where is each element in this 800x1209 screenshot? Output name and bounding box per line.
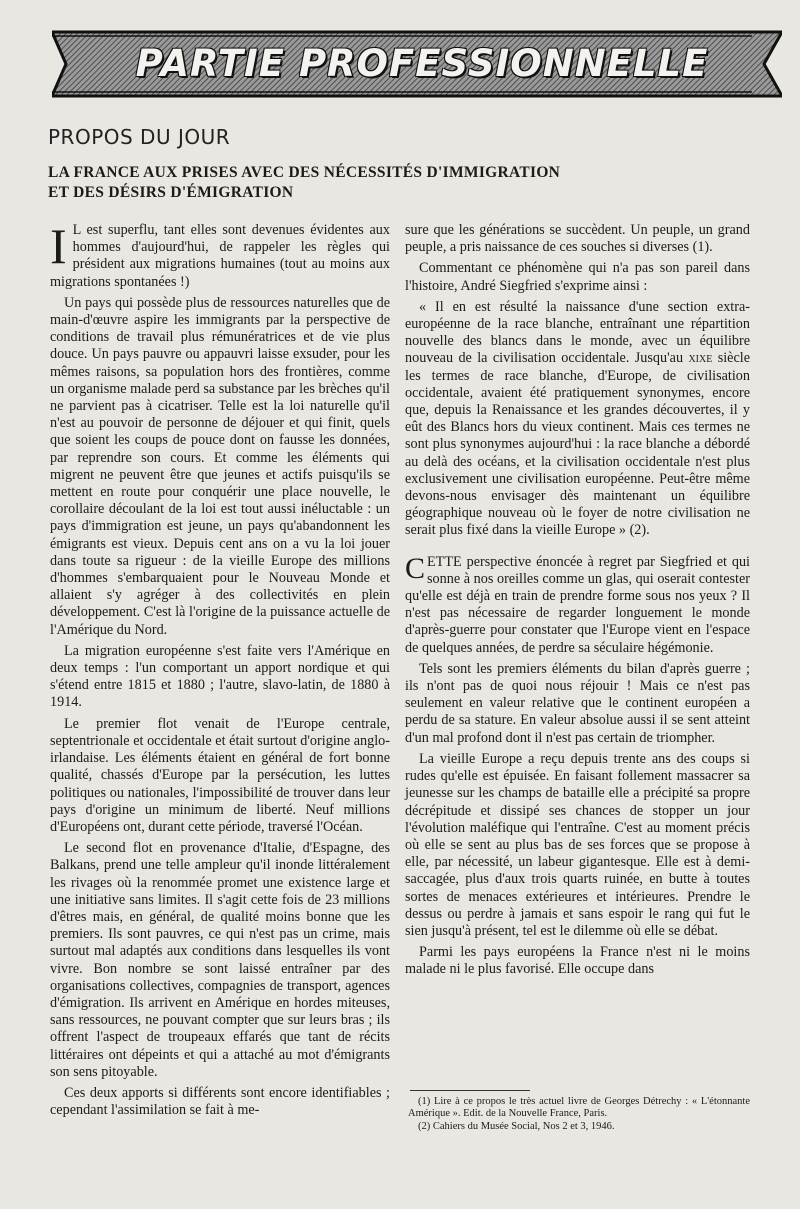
paragraph: Parmi les pays européens la France n'est ni le moins malade ni le plus favorisé. Elle occupe dans <box>405 944 750 978</box>
section-label: PROPOS DU JOUR <box>48 125 231 149</box>
footnotes <box>408 1096 750 1134</box>
paragraph: Un pays qui possède plus de ressources naturelles que de main-d'œuvre aspire les immigrants par la perspective de conditions de travail plus rémunératrices et de vie plus douce. Un pays pauvre ou appauvri laisse exsuder, pour les mêmes raisons, sa population hors des frontières, comme un organisme malade perd sa substance par les brèches qu'il ne parvient pas à cicatriser. Telle est la loi naturelle qu'il n'est au pouvoir de personne de déjouer et qui finit, quels que soient les coups de pouce dont on fausse les données, par reprendre son cours. Et comme les éléments qui migrent ne peuvent être que jeunes et actifs puisqu'ils se mettent en route pour conquérir une place nouvelle, le corollaire découlant de la loi est tout aussi inéluctable : un pays d'immigration est jeune, un pays qu'abandonnent les émigrants est vieux. Depuis cent ans on a vu la loi jouer dans toute sa rigueur : de la vieille Europe des millions d'hommes s'embarquaient pour le Nouveau Monde et allaient s'y agréger à des collectivités en plein développement. C'est là l'origine de la puissance actuelle de l'Amérique du Nord. <box>50 294 390 638</box>
paragraph: Ces deux apports si différents sont encore identifiables ; cependant l'assimilation se fait à me- <box>50 1084 390 1119</box>
paragraph: sure que les générations se succèdent. Un peuple, un grand peuple, a pris naissance de ces souches si diverses (1). <box>405 222 750 256</box>
headline-line-2: ET DES DÉSIRS D'ÉMIGRATION <box>48 184 294 201</box>
section-banner <box>52 30 782 98</box>
paragraph: Le second flot en provenance d'Italie, d'Espagne, des Balkans, prend une telle ampleur qu'il inonde littéralement les rivages où la renommée promet une existence large et une initiative sans limites. Il s'agit cette fois de 23 millions d'êtres mais, en général, de qualité moins bonne que les premiers. Ils sont pauvres, ce qui n'est pas un crime, mais surtout mal adaptés aux conditions dans lesquelles ils vont vivre. Bon nombre se sont laissé entraîner par des organisations collectives, compagnies de transport, agences d'émigration. Ils arrivent en Amérique en hordes miteuses, sans ressources, ne pouvant compter que sur leurs bras ; ils offrent l'aspect de troupeaux effarés que tant de récits littéraires ont dépeints et qui a attaché au mot d'émigrants son sens pitoyable. <box>50 840 390 1080</box>
paragraph <box>50 218 390 291</box>
paragraph: La vieille Europe a reçu depuis trente ans des coups si rudes qu'elle est épuisée. En faisant follement massacrer sa jeunesse sur les champs de bataille elle a précipité sa propre décrépitude et dissipé ses chances de stopper un jour l'évolution maléfique qui l'entraîne. C'est au moment précis où elle se sent au plus bas de ses forces que se propose à elle, par nécessité, un labeur gigantesque. Elle est à demi-saccagée, plus d'aux trois quarts ruinée, en butte à toutes sortes de menaces extérieures et intérieures. Prendre le dessus ou perdre à jamais et sans espoir le rang qui fut le sien jusqu'à présent, tel est le dilemme où elle se débat. <box>405 750 750 939</box>
quote-text: siècle les termes de race blanche, d'Europe, de civilisation occidentale, avaient été pratiquement synonymes, encore que, depuis la Renaissance et les grandes découvertes, il y eût des Blancs hors du vieux continent. Mais ces termes ne sont plus synonymes aujourd'hui : la race blanche a débordé au delà des océans, et la civilisation occidentale n'est plus exclusivement une civilisation européenne. Peut-être même devons-nous envisager dès maintenant un équilibre géographique nouveau où le foyer de notre civilisation ne serait plus fixé dans la vieille Europe » (2). <box>405 350 751 539</box>
paragraph-text: perspective énoncée à regret par Siegfried et qui sonne à nos oreilles comme un glas, qui oserait contester qu'elle est déjà en train de prendre forme sous nos yeux ? Il n'est pas nécessaire de regarder longuement le monde d'après-guerre pour constater que l'Europe vient en l'espace de quelques années, de perdre sa séculaire hégémonie. <box>405 553 750 656</box>
article-headline <box>48 163 608 203</box>
paragraph: La migration européenne s'est faite vers l'Amérique en deux temps : l'un comportant un apport nordique et qui s'étend entre 1815 et 1880 ; l'autre, slavo-latin, de 1880 à 1914. <box>50 642 390 711</box>
paragraph: Tels sont les premiers éléments du bilan d'après guerre ; ils n'ont pas de quoi nous réjouir ! Mais ce n'est pas seulement en valeur relative que le continent européen a perdu de sa stature. En valeur absolue aussi il se sent atteint d'un mal profond dont il n'est pas certain de triompher. <box>405 660 750 746</box>
drop-cap: I <box>50 218 67 274</box>
section-gap <box>405 544 750 554</box>
footnote-2: (2) Cahiers du Musée Social, Nos 2 et 3, 1946. <box>418 1121 615 1132</box>
drop-cap: C <box>405 551 426 585</box>
right-column <box>405 222 750 983</box>
paragraph-text: L est superflu, tant elles sont devenues évidentes aux hommes d'aujourd'hui, de rappeler les règles qui président aux migrations humaines (tout au moins aux migrations spontanées !) <box>50 222 390 290</box>
headline-line-1: LA FRANCE AUX PRISES AVEC DES NÉCESSITÉS D'IMMIGRATION <box>48 164 561 181</box>
banner-title: PARTIE PROFESSIONNELLE <box>135 42 709 85</box>
smallcaps-lead: ETTE <box>427 553 462 570</box>
footnote-divider <box>410 1090 530 1091</box>
footnote-1: (1) Lire à ce propos le très actuel livre de Georges Détrechy : « L'étonnante Amérique ». Edit. de la Nouvelle France, Paris. <box>408 1096 750 1119</box>
paragraph <box>405 551 750 657</box>
paragraph: Commentant ce phénomène qui n'a pas son pareil dans l'histoire, André Siegfried s'exprime ainsi : <box>405 260 750 294</box>
quote-paragraph <box>405 299 750 540</box>
left-column <box>50 218 390 1123</box>
paragraph: Le premier flot venait de l'Europe centrale, septentrionale et occidentale et était surtout d'origine anglo-irlandaise. Les éléments étaient en général de fort bonne qualité, chassés d'Europe par la persécution, les luttes politiques ou nationales, l'impossibilité de trouver dans leur pays d'origine un minimum de liberté. Neuf millions d'Européens ont, durant cette période, traversé l'Océan. <box>50 715 390 835</box>
quote-text: « Il en est résulté la naissance d'une section extra-européenne de la race blanche, entraînant une répartition nouvelle des blancs dans le monde, avec un équilibre nouveau de la civilisation occidentale. Jusqu'au <box>405 298 750 367</box>
century-numeral: xixe <box>688 350 713 367</box>
